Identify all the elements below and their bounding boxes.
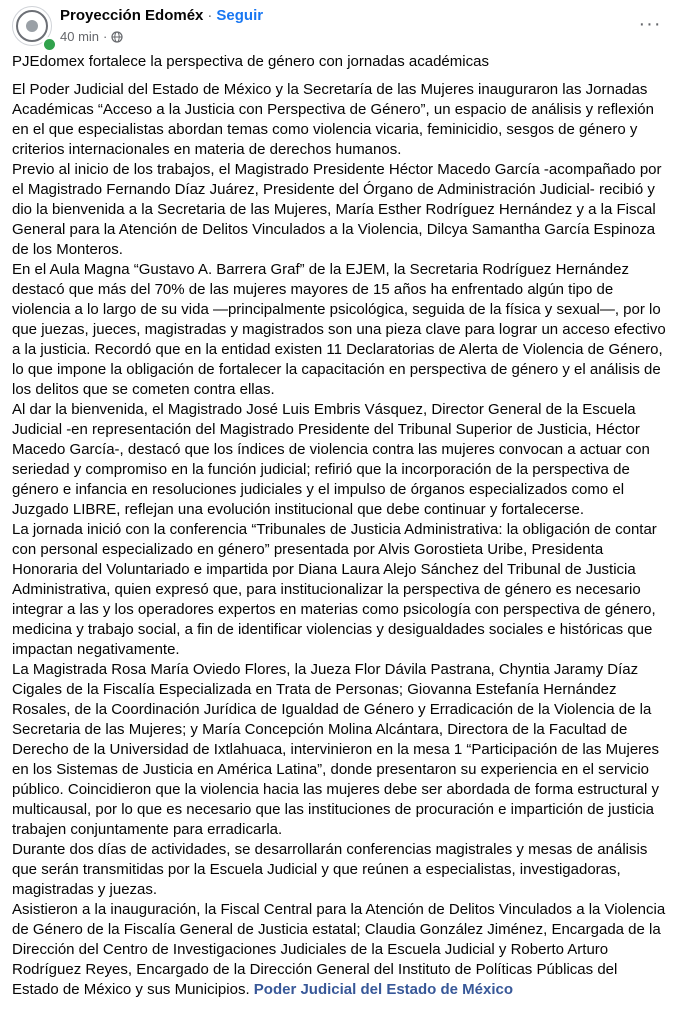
post-meta — [60, 28, 123, 46]
logo-seal-icon — [16, 10, 48, 42]
post-paragraph: En el Aula Magna “Gustavo A. Barrera Graf” de la EJEM, la Secretaria Rodríguez Hernández destacó que más del 70% de las mujeres mayores de 15 años ha enfrentado algún tipo de violencia a lo largo de su vida —principalmente psicológica, seguida de la física y sexual—, por lo que juezas, jueces, magistradas y magistrados son una pieza clave para lograr un acceso efectivo a la justicia. Recordó que en la entidad existen 11 Declaratorias de Alerta de Violencia de Género, lo que impone la obligación de fortalecer la capacitación en perspectiva de género y el análisis de los delitos que se cometen contra ellas. — [12, 261, 666, 398]
name-row — [60, 6, 263, 26]
post-title: PJEdomex fortalece la perspectiva de género con jornadas académicas — [12, 53, 489, 70]
name-separator: · — [207, 7, 213, 24]
post-paragraph-last — [12, 900, 666, 1000]
more-options-icon[interactable]: ··· — [638, 13, 662, 35]
post-body — [12, 52, 666, 1000]
post-timestamp[interactable]: 40 min — [60, 29, 100, 44]
globe-icon[interactable] — [111, 31, 123, 43]
post-paragraph: Al dar la bienvenida, el Magistrado José Luis Embris Vásquez, Director General de la Escuela Judicial -en representación del Magistrado Presidente del Tribunal Superior de Justicia, Héctor Macedo García-, destacó que los índices de violencia contra las mujeres convocan a actuar con seriedad y compromiso en la función judicial; refirió que la incorporación de la perspectiva de género e infancia en resoluciones judiciales y el impulso de órganos especializados como el Juzgado LIBRE, reflejan una evolución institucional que debe continuar y fortalecerse. — [12, 401, 650, 518]
follow-button[interactable]: Seguir — [216, 7, 264, 24]
page-name-link[interactable]: Proyección Edoméx — [60, 7, 204, 24]
post-header — [12, 4, 666, 48]
post-paragraph: La Magistrada Rosa María Oviedo Flores, la Jueza Flor Dávila Pastrana, Chyntia Jaramy Díaz Cigales de la Fiscalía Especializada en Trata de Personas; Giovanna Estefanía Hernández Rosales, de la Coordinación Jurídica de Igualdad de Género y Erradicación de la Violencia de la Secretaria de las Mujeres; y María Concepción Molina Alcántara, Directora de la Facultad de Derecho de la Universidad de Ixtlahuaca, intervinieron en la mesa 1 “Participación de las Mujeres en los Sistemas de Justicia en América Latina”, donde presentaron su experiencia en el servicio público. Coincidieron que la violencia hacia las mujeres debe ser abordada de forma estructural y multicausal, por lo que es necesario que las instituciones de procuración e impartición de justicia trabajen conjuntamente para erradicarla. — [12, 661, 660, 838]
meta-separator: · — [103, 29, 108, 44]
page-mention-link[interactable]: Poder Judicial del Estado de México — [253, 981, 514, 998]
post-paragraph: El Poder Judicial del Estado de México y la Secretaría de las Mujeres inauguraron las Jornadas Académicas “Acceso a la Justicia con Perspectiva de Género”, un espacio de análisis y reflexión en el que especialistas abordan temas como violencia vicaria, feminicidio, sesgos de género y criterios internacionales en materia de derechos humanos. — [12, 81, 654, 158]
post-paragraph: Durante dos días de actividades, se desarrollarán conferencias magistrales y mesas de análisis que serán transmitidas por la Escuela Judicial y que reúnen a especialistas, investigadoras, magistradas y juezas. — [12, 841, 648, 898]
online-status-dot — [42, 37, 57, 52]
post-paragraph: La jornada inició con la conferencia “Tribunales de Justicia Administrativa: la obligación de contar con personal especializado en género” presentada por Alvis Gorostieta Uribe, Presidenta Honoraria del Voluntariado e impartida por Diana Laura Alejo Sánchez del Tribunal de Justicia Administrativa, quien expresó que, para institucionalizar la perspectiva de género es necesario integrar a las y los operadores expertos en materias como psicología con perspectiva de género, medicina y trabajo social, a fin de identificar violencias y desigualdades sociales e históricas que impactan negativamente. — [12, 521, 657, 658]
post-paragraph-text: Asistieron a la inauguración, la Fiscal Central para la Atención de Delitos Vinculados a la Violencia de Género de la Fiscalía General de Justicia estatal; Claudia González Jiménez, Encargada de la Dirección del Centro de Investigaciones Judiciales de la Escuela Judicial y Roberto Arturo Rodríguez Reyes, Encargado de la Dirección General del Instituto de Políticas Públicas del Estado de México y sus Municipios. — [12, 901, 666, 998]
post-paragraph: Previo al inicio de los trabajos, el Magistrado Presidente Héctor Macedo García -acompañado por el Magistrado Fernando Díaz Juárez, Presidente del Órgano de Administración Judicial- recibió y dio la bienvenida a la Secretaria de las Mujeres, María Esther Rodríguez Hernández y a la Fiscal General para la Atención de Delitos Vinculados a la Violencia, Dilcya Samantha García Espinoza de los Monteros. — [12, 161, 662, 258]
